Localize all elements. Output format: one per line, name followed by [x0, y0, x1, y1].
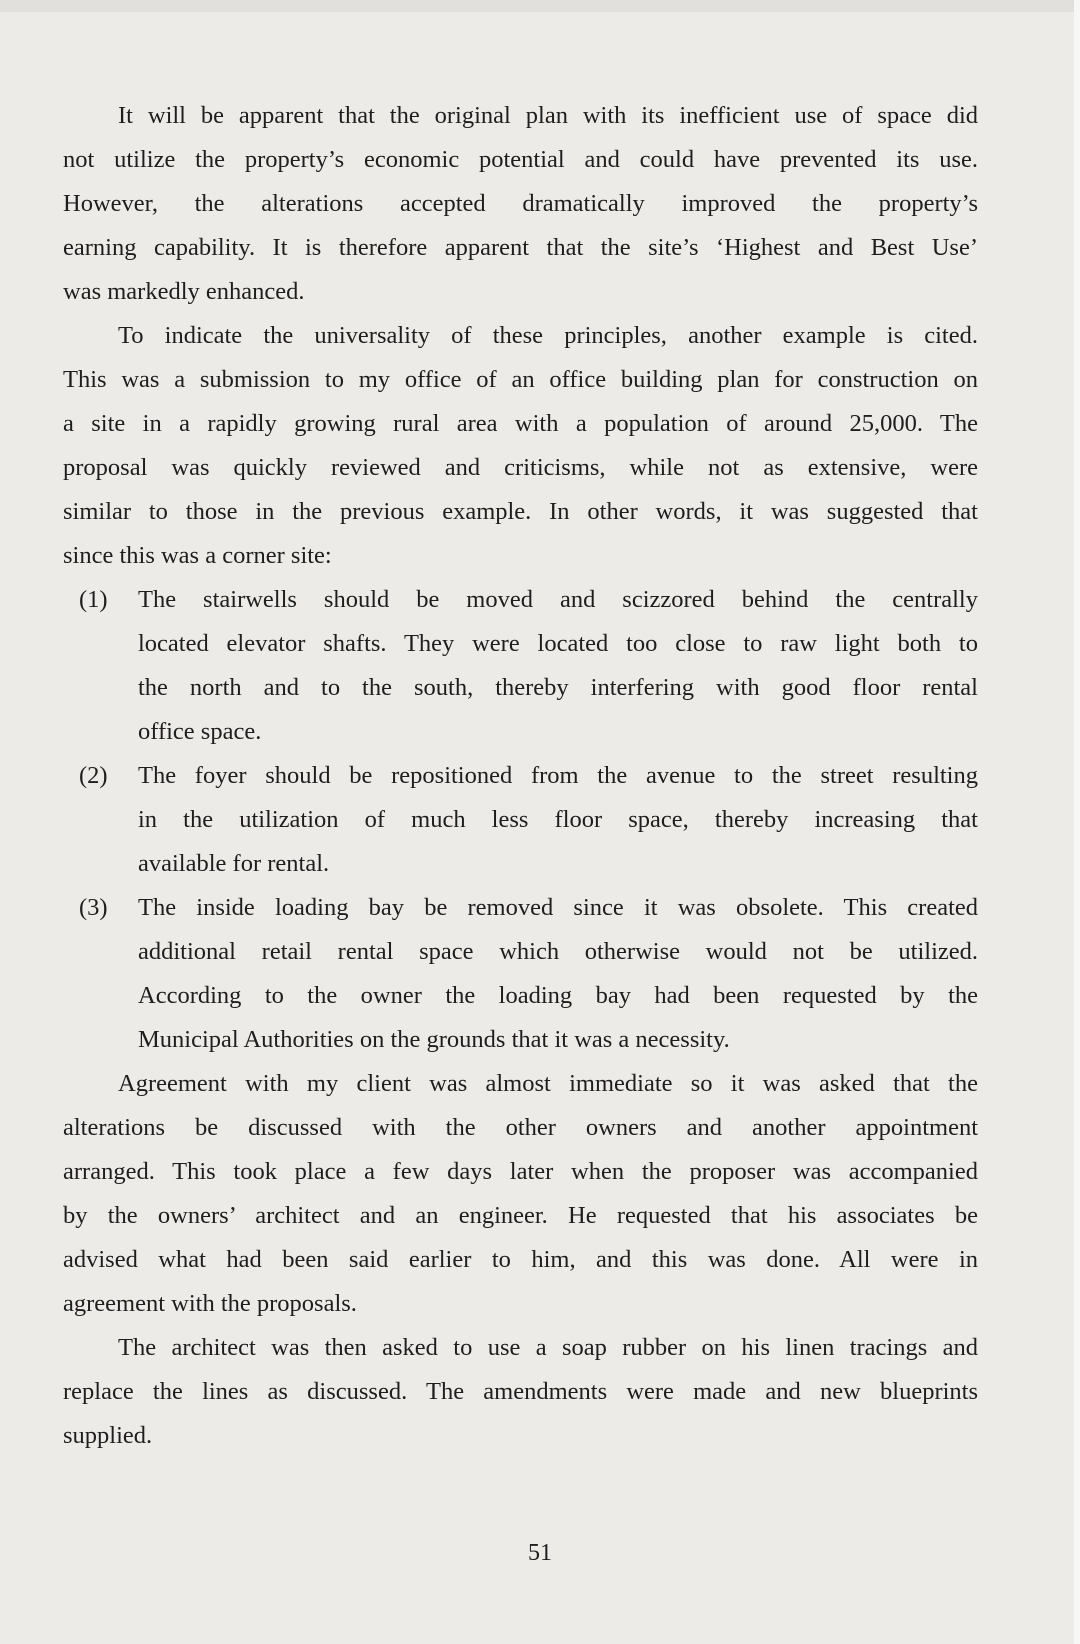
- text-line: [63, 226, 978, 270]
- line-text: proposal was quickly reviewed and criticisms, while not as extensive, were: [63, 454, 978, 481]
- line-text: The architect was then asked to use a soap rubber on his linen tracings and: [118, 1334, 978, 1361]
- line-text: the north and to the south, thereby interfering with good floor rental: [138, 674, 978, 701]
- list-number: (1): [79, 586, 108, 613]
- line-text: The stairwells should be moved and scizzored behind the centrally: [138, 586, 978, 613]
- page-number: 51: [528, 1540, 552, 1566]
- line-text: replace the lines as discussed. The amendments were made and new blueprints: [63, 1378, 978, 1405]
- text-line: [63, 1414, 978, 1458]
- line-text: According to the owner the loading bay had been requested by the: [138, 982, 978, 1009]
- text-line: [63, 1326, 978, 1370]
- paragraph: [63, 94, 978, 314]
- line-text: However, the alterations accepted dramatically improved the property’s: [63, 190, 978, 217]
- line-text: advised what had been said earlier to him, and this was done. All were in: [63, 1246, 978, 1273]
- text-line: [63, 1062, 978, 1106]
- scan-right-edge: [1074, 0, 1080, 1644]
- text-line: [63, 138, 978, 182]
- list-item: [63, 754, 978, 886]
- text-line: [63, 446, 978, 490]
- line-text: Agreement with my client was almost immediate so it was asked that the: [118, 1070, 978, 1097]
- paragraph: [63, 1326, 978, 1458]
- list-item: [63, 578, 978, 754]
- paragraph: [63, 1062, 978, 1326]
- list-item: [63, 886, 978, 1062]
- line-text: available for rental.: [138, 850, 330, 877]
- text-line: [63, 1150, 978, 1194]
- text-line: [63, 402, 978, 446]
- text-line: [63, 1018, 978, 1062]
- text-line: [63, 842, 978, 886]
- line-text: office space.: [138, 718, 262, 745]
- line-text: This was a submission to my office of an office building plan for construction on: [63, 366, 978, 393]
- line-text: located elevator shafts. They were located too close to raw light both to: [138, 630, 978, 657]
- paragraph: [63, 314, 978, 578]
- text-line: [63, 1194, 978, 1238]
- text-line: [63, 798, 978, 842]
- text-line: [63, 490, 978, 534]
- text-line: [63, 358, 978, 402]
- line-text: was markedly enhanced.: [63, 278, 305, 305]
- line-text: supplied.: [63, 1422, 153, 1449]
- line-text: since this was a corner site:: [63, 542, 332, 569]
- text-line: [63, 754, 978, 798]
- line-text: earning capability. It is therefore apparent that the site’s ‘Highest and Best Use’: [63, 234, 978, 261]
- text-line: [63, 1370, 978, 1414]
- line-text: To indicate the universality of these principles, another example is cited.: [118, 322, 978, 349]
- text-line: [63, 94, 978, 138]
- line-text: similar to those in the previous example. In other words, it was suggested that: [63, 498, 978, 525]
- line-text: agreement with the proposals.: [63, 1290, 357, 1317]
- text-line: [63, 974, 978, 1018]
- text-line: [63, 270, 978, 314]
- line-text: not utilize the property’s economic potential and could have prevented its use.: [63, 146, 978, 173]
- text-line: [63, 314, 978, 358]
- text-line: [63, 886, 978, 930]
- text-line: [63, 182, 978, 226]
- text-line: [63, 1106, 978, 1150]
- line-text: Municipal Authorities on the grounds that it was a necessity.: [138, 1026, 730, 1053]
- line-text: The inside loading bay be removed since it was obsolete. This created: [138, 894, 978, 921]
- line-text: arranged. This took place a few days later when the proposer was accompanied: [63, 1158, 978, 1185]
- line-text: in the utilization of much less floor space, thereby increasing that: [138, 806, 978, 833]
- body-text: [63, 94, 978, 1458]
- list-number: (2): [79, 762, 108, 789]
- line-text: The foyer should be repositioned from the avenue to the street resulting: [138, 762, 978, 789]
- text-line: [63, 578, 978, 622]
- line-text: a site in a rapidly growing rural area with a population of around 25,000. The: [63, 410, 978, 437]
- text-line: [63, 930, 978, 974]
- scan-top-edge: [0, 0, 1080, 12]
- line-text: It will be apparent that the original plan with its inefficient use of space did: [118, 102, 978, 129]
- text-line: [63, 1282, 978, 1326]
- line-text: additional retail rental space which otherwise would not be utilized.: [138, 938, 978, 965]
- line-text: alterations be discussed with the other owners and another appointment: [63, 1114, 978, 1141]
- text-line: [63, 622, 978, 666]
- line-text: by the owners’ architect and an engineer. He requested that his associates be: [63, 1202, 978, 1229]
- list-number: (3): [79, 894, 108, 921]
- text-line: [63, 666, 978, 710]
- text-line: [63, 1238, 978, 1282]
- text-line: [63, 710, 978, 754]
- text-line: [63, 534, 978, 578]
